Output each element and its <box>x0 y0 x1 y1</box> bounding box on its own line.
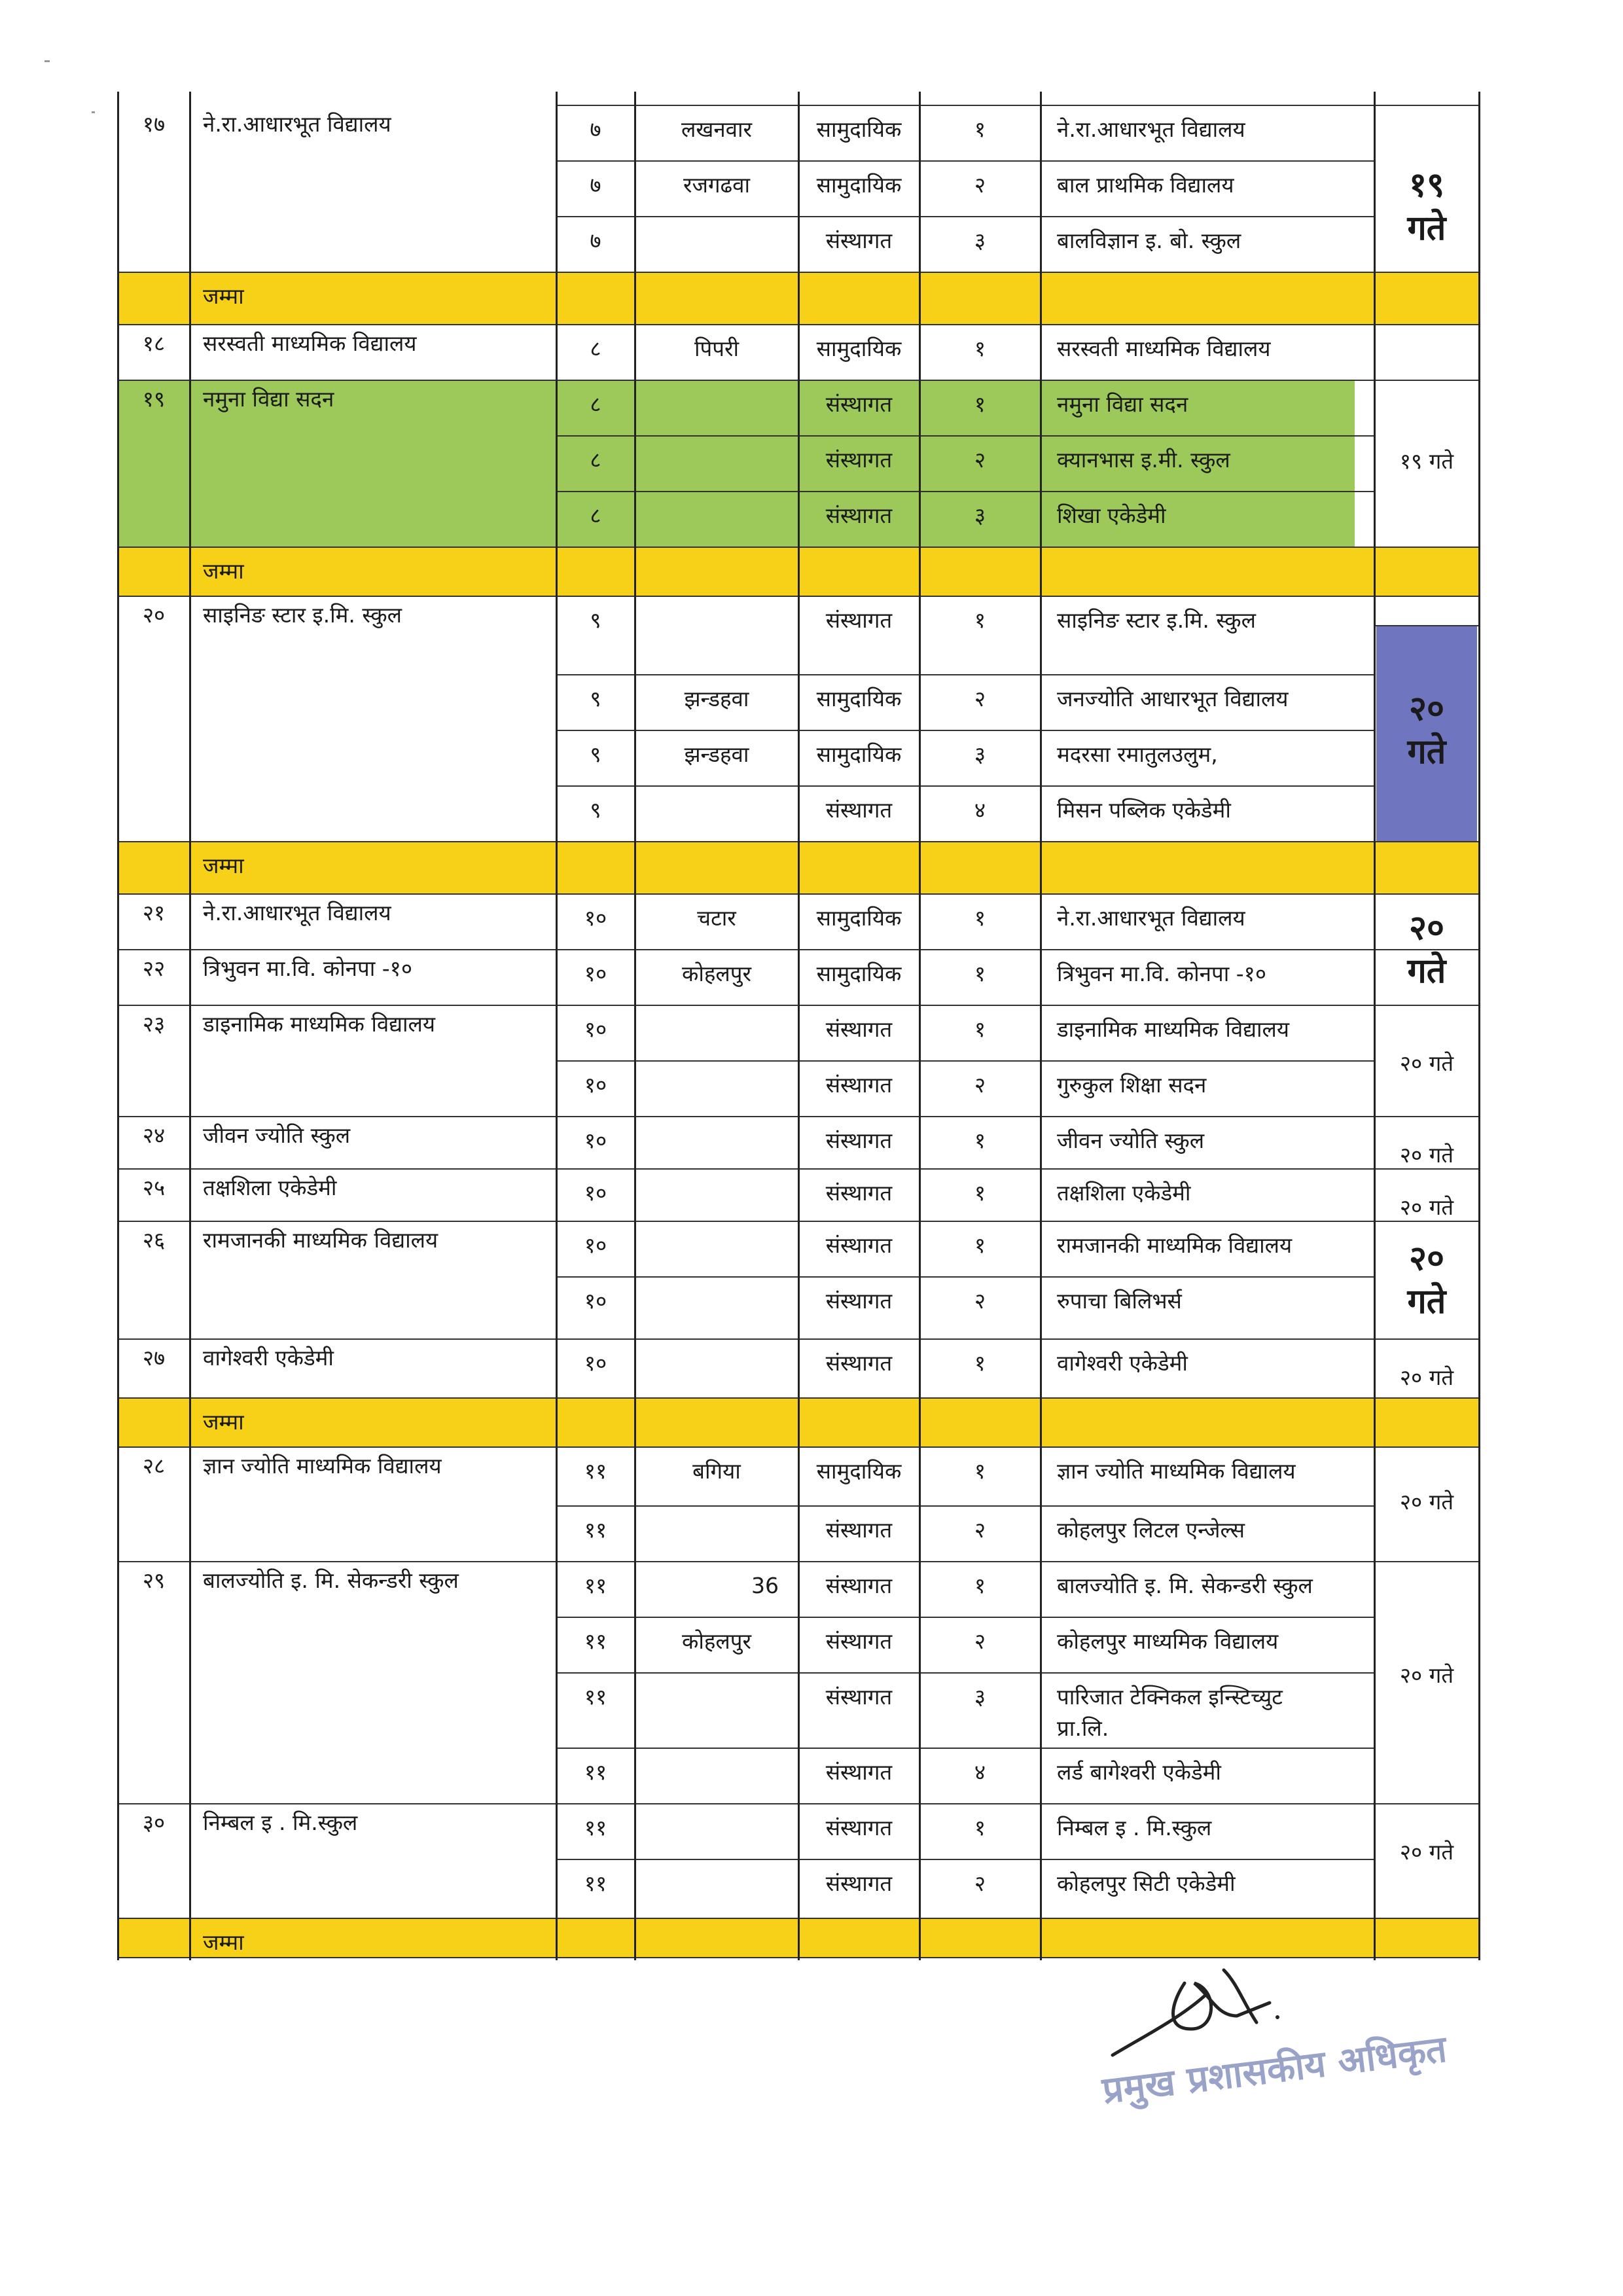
ward-number: १० <box>584 1128 607 1153</box>
remark-date: २० गते <box>1399 1194 1454 1220</box>
serial-number: २५ <box>142 1175 166 1200</box>
remark-divider <box>1374 1561 1479 1562</box>
remark-divider <box>1374 1918 1479 1919</box>
institution-name: नमुना विद्या सदन <box>1057 391 1188 417</box>
entry-number: २ <box>974 686 986 711</box>
institution-name: जनज्योति आधारभूत विद्यालय <box>1057 686 1289 711</box>
ward-number: ९ <box>590 686 601 711</box>
ward-number: ११ <box>584 1871 607 1896</box>
institution-name: लर्ड बागेश्वरी एकेडेमी <box>1057 1759 1221 1785</box>
ward-number: १० <box>584 1072 607 1098</box>
institution-name: साइनिङ स्टार इ.मि. स्कुल <box>1057 607 1256 633</box>
school-type: संस्थागत <box>825 1072 893 1098</box>
institution-name: रामजानकी माध्यमिक विद्यालय <box>1057 1232 1293 1258</box>
school-type: सामुदायिक <box>816 961 902 986</box>
remark-date: २० गते <box>1399 1662 1454 1688</box>
row-divider <box>556 216 1374 217</box>
row-divider <box>556 1617 1374 1618</box>
ward-number: ११ <box>584 1573 607 1598</box>
ward-number: ११ <box>584 1759 607 1785</box>
remark-divider <box>1374 1005 1479 1006</box>
school-type: संस्थागत <box>825 1232 893 1258</box>
row-divider <box>556 1672 1374 1674</box>
entry-number: ४ <box>974 1759 986 1785</box>
remark-divider <box>1374 1221 1479 1222</box>
ward-number: ९ <box>590 797 601 823</box>
ward-number: ११ <box>584 1684 607 1710</box>
school-type: संस्थागत <box>825 228 893 253</box>
ward-number: ११ <box>584 1815 607 1840</box>
institution-name: मिसन पब्लिक एकेडेमी <box>1057 797 1231 823</box>
total-label: जम्मा <box>203 558 244 584</box>
institution-name: मदरसा रमातुलउलुम, <box>1057 742 1218 767</box>
place-name: रजगढवा <box>683 172 751 198</box>
remark-divider <box>1374 547 1479 548</box>
remark-date: २० गते <box>1399 1142 1454 1168</box>
institution-name-line2: प्रा.लि. <box>1057 1715 1109 1741</box>
institution-name: बाल प्राथमिक विद्यालय <box>1057 172 1234 198</box>
scan-speck <box>92 111 95 113</box>
school-type: संस्थागत <box>825 1350 893 1376</box>
school-type: संस्थागत <box>825 1759 893 1785</box>
institution-name: पारिजात टेक्निकल इन्स्टिच्युट <box>1057 1684 1283 1710</box>
remark-date: २० गते <box>1399 1050 1454 1076</box>
school-name: ने.रा.आधारभूत विद्यालय <box>203 111 391 137</box>
place-name: कोहलपुर <box>681 961 752 986</box>
entry-number: १ <box>974 1016 986 1042</box>
row-divider <box>556 435 1374 437</box>
school-type: संस्थागत <box>825 503 893 528</box>
place-name: कोहलपुर <box>681 1628 752 1654</box>
total-label: जम्मा <box>203 1409 244 1435</box>
school-type: सामुदायिक <box>816 905 902 931</box>
row-divider <box>556 1276 1374 1278</box>
entry-number: २ <box>974 447 986 473</box>
institution-name: सरस्वती माध्यमिक विद्यालय <box>1057 336 1271 361</box>
row-divider <box>556 785 1374 787</box>
school-name: रामजानकी माध्यमिक विद्यालय <box>203 1227 438 1253</box>
row-divider <box>556 491 1374 492</box>
row-divider <box>556 1859 1374 1860</box>
ward-number: १० <box>584 1180 607 1206</box>
school-type: संस्थागत <box>825 1128 893 1153</box>
entry-number: १ <box>974 1128 986 1153</box>
serial-number: १९ <box>142 386 166 412</box>
school-name: ने.रा.आधारभूत विद्यालय <box>203 900 391 925</box>
ward-number: ९ <box>590 607 601 633</box>
row-divider <box>556 1748 1374 1749</box>
total-label: जम्मा <box>203 283 244 309</box>
school-name: डाइनामिक माध्यमिक विद्यालय <box>203 1011 436 1037</box>
school-type: संस्थागत <box>825 1871 893 1896</box>
entry-number: १ <box>974 336 986 361</box>
entry-number: १ <box>974 905 986 931</box>
ward-number: ११ <box>584 1628 607 1654</box>
remark-divider <box>1374 1116 1479 1117</box>
entry-number: १ <box>974 1458 986 1484</box>
school-name: जीवन ज्योति स्कुल <box>203 1122 351 1148</box>
ward-number: ११ <box>584 1517 607 1543</box>
ward-number: ७ <box>590 228 601 253</box>
entry-number: ३ <box>974 1684 986 1710</box>
remark-divider <box>1374 105 1479 106</box>
ward-number: १० <box>584 1350 607 1376</box>
school-schedule-table <box>118 0 1479 1964</box>
remark-date: २० <box>1408 689 1445 728</box>
institution-name: बालज्योति इ. मि. सेकन्डरी स्कुल <box>1057 1573 1313 1598</box>
row-divider <box>556 160 1374 162</box>
school-type: संस्थागत <box>825 607 893 633</box>
school-type: संस्थागत <box>825 1016 893 1042</box>
entry-number: ३ <box>974 742 986 767</box>
remark-divider <box>1374 272 1479 273</box>
school-type: संस्थागत <box>825 1815 893 1840</box>
school-type: संस्थागत <box>825 1628 893 1654</box>
institution-name: गुरुकुल शिक्षा सदन <box>1057 1072 1207 1098</box>
school-type: सामुदायिक <box>816 172 902 198</box>
institution-name: ने.रा.आधारभूत विद्यालय <box>1057 905 1245 931</box>
serial-number: २० <box>142 602 166 628</box>
entry-number: १ <box>974 1573 986 1598</box>
entry-number: ३ <box>974 228 986 253</box>
school-type: संस्थागत <box>825 1180 893 1206</box>
institution-name: तक्षशिला एकेडेमी <box>1057 1180 1191 1206</box>
school-name: नमुना विद्या सदन <box>203 386 334 412</box>
school-type: सामुदायिक <box>816 742 902 767</box>
ward-number: १० <box>584 1016 607 1042</box>
remark-divider <box>1374 1397 1479 1399</box>
school-name: निम्बल इ . मि.स्कुल <box>203 1810 358 1835</box>
institution-name: त्रिभुवन मा.वि. कोनपा -१० <box>1057 961 1266 986</box>
remark-divider <box>1374 324 1479 325</box>
ward-number: १० <box>584 1232 607 1258</box>
institution-name: शिखा एकेडेमी <box>1057 503 1166 528</box>
institution-name: कोहलपुर सिटी एकेडेमी <box>1057 1871 1236 1896</box>
ward-number: ८ <box>590 391 601 417</box>
school-name: साइनिङ स्टार इ.मि. स्कुल <box>203 602 402 628</box>
remark-divider <box>1374 1338 1479 1340</box>
remark-date: १९ गते <box>1399 448 1454 474</box>
entry-number: २ <box>974 1517 986 1543</box>
entry-number: २ <box>974 1628 986 1654</box>
school-type: सामुदायिक <box>816 117 902 142</box>
ward-number: ८ <box>590 447 601 473</box>
place-name: चटार <box>697 905 736 931</box>
entry-number: १ <box>974 607 986 633</box>
institution-name: निम्बल इ . मि.स्कुल <box>1057 1815 1212 1840</box>
serial-number: ३० <box>142 1810 166 1835</box>
school-type: संस्थागत <box>825 391 893 417</box>
school-type: संस्थागत <box>825 1288 893 1314</box>
remark-date-unit: गते <box>1407 1282 1446 1321</box>
institution-name: बालविज्ञान इ. बो. स्कुल <box>1057 228 1241 253</box>
serial-number: १७ <box>142 111 166 137</box>
institution-name: क्यानभास इ.मी. स्कुल <box>1057 447 1230 473</box>
remark-divider <box>1374 1957 1479 1958</box>
ward-number: ७ <box>590 172 601 198</box>
institution-name: रुपाचा बिलिभर्स <box>1057 1288 1182 1314</box>
place-name: पिपरी <box>694 336 740 361</box>
ward-number: ८ <box>590 336 601 361</box>
institution-name: जीवन ज्योति स्कुल <box>1057 1128 1205 1153</box>
official-stamp: प्रमुख प्रशासकीय अधिकृत <box>1099 2028 1450 2113</box>
entry-number: १ <box>974 961 986 986</box>
remark-date: २० गते <box>1399 1365 1454 1390</box>
entry-number: २ <box>974 1288 986 1314</box>
remark-date-unit: गते <box>1407 952 1446 991</box>
entry-number: १ <box>974 1350 986 1376</box>
ward-number: ११ <box>584 1458 607 1484</box>
serial-number: २१ <box>142 900 166 925</box>
entry-number: ३ <box>974 503 986 528</box>
school-type: संस्थागत <box>825 447 893 473</box>
school-name: सरस्वती माध्यमिक विद्यालय <box>203 331 417 356</box>
entry-number: १ <box>974 1815 986 1840</box>
serial-number: २३ <box>142 1011 166 1037</box>
place-name: झन्डहवा <box>684 686 749 711</box>
row-divider <box>556 1060 1374 1062</box>
institution-name: डाइनामिक माध्यमिक विद्यालय <box>1057 1016 1290 1042</box>
entry-number: १ <box>974 391 986 417</box>
school-type: संस्थागत <box>825 1517 893 1543</box>
row-divider <box>556 730 1374 731</box>
serial-number: १८ <box>142 331 166 356</box>
row-divider <box>556 105 1374 106</box>
entry-number: १ <box>974 1180 986 1206</box>
remark-date-unit: गते <box>1407 732 1446 772</box>
ward-number: ८ <box>590 503 601 528</box>
school-name: वागेश्वरी एकेडेमी <box>203 1345 334 1371</box>
school-name: ज्ञान ज्योति माध्यमिक विद्यालय <box>203 1453 442 1479</box>
school-type: संस्थागत <box>825 797 893 823</box>
ward-number: ९ <box>590 742 601 767</box>
entry-number: १ <box>974 1232 986 1258</box>
place-name: झन्डहवा <box>684 742 749 767</box>
institution-name: वागेश्वरी एकेडेमी <box>1057 1350 1188 1376</box>
institution-name: ज्ञान ज्योति माध्यमिक विद्यालय <box>1057 1458 1296 1484</box>
ward-number: ७ <box>590 117 601 142</box>
institution-name: कोहलपुर माध्यमिक विद्यालय <box>1057 1628 1279 1654</box>
ward-number: १० <box>584 905 607 931</box>
place-name: 36 <box>751 1573 779 1598</box>
ward-number: १० <box>584 961 607 986</box>
serial-number: २४ <box>142 1122 166 1148</box>
school-name: तक्षशिला एकेडेमी <box>203 1175 337 1200</box>
serial-number: २८ <box>142 1453 166 1479</box>
school-name: त्रिभुवन मा.वि. कोनपा -१० <box>203 956 412 981</box>
institution-name: कोहलपुर लिटल एन्जेल्स <box>1057 1517 1245 1543</box>
place-name: बगिया <box>692 1458 741 1484</box>
remark-divider <box>1374 1803 1479 1804</box>
remark-date: २० <box>1408 908 1445 948</box>
serial-number: २६ <box>142 1227 166 1253</box>
school-type: सामुदायिक <box>816 686 902 711</box>
remark-date: २० <box>1408 1239 1445 1278</box>
remark-date: २० गते <box>1399 1489 1454 1515</box>
school-type: संस्थागत <box>825 1684 893 1710</box>
entry-number: ४ <box>974 797 986 823</box>
school-type: सामुदायिक <box>816 336 902 361</box>
remark-divider <box>1374 1168 1479 1170</box>
row-divider <box>556 1505 1374 1507</box>
institution-name: ने.रा.आधारभूत विद्यालय <box>1057 117 1245 142</box>
entry-number: २ <box>974 172 986 198</box>
ward-number: १० <box>584 1288 607 1314</box>
remark-date-unit: गते <box>1407 209 1446 248</box>
entry-number: २ <box>974 1072 986 1098</box>
remark-divider <box>1374 1446 1479 1448</box>
remark-divider <box>1374 841 1479 842</box>
total-label: जम्मा <box>203 853 244 878</box>
total-label: जम्मा <box>203 1929 244 1955</box>
serial-number: २७ <box>142 1345 166 1371</box>
place-name: लखनवार <box>681 117 753 142</box>
row-divider <box>556 674 1374 675</box>
remark-divider <box>1374 625 1479 626</box>
entry-number: २ <box>974 1871 986 1896</box>
scan-speck <box>45 60 50 62</box>
remark-date: १९ <box>1408 166 1445 205</box>
serial-number: २९ <box>142 1568 166 1593</box>
serial-number: २२ <box>142 956 166 981</box>
school-type: संस्थागत <box>825 1573 893 1598</box>
remark-divider <box>1374 893 1479 895</box>
school-type: सामुदायिक <box>816 1458 902 1484</box>
school-name: बालज्योति इ. मि. सेकन्डरी स्कुल <box>203 1568 459 1593</box>
remark-date: २० गते <box>1399 1839 1454 1865</box>
entry-number: १ <box>974 117 986 142</box>
